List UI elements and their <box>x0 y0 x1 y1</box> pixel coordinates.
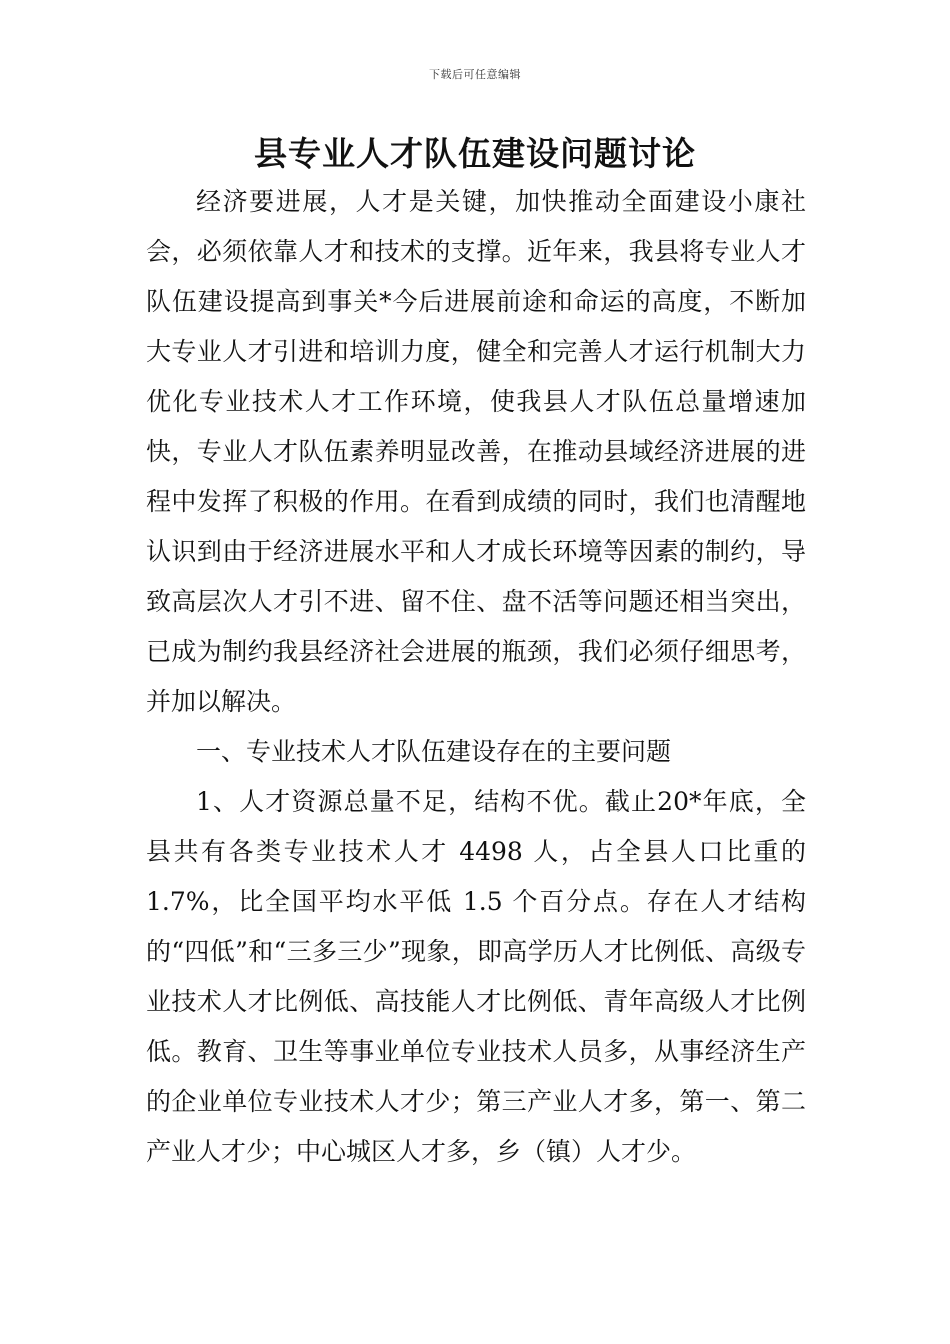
header-note: 下载后可任意编辑 <box>429 68 521 81</box>
paragraph-intro: 经济要进展，人才是关键，加快推动全面建设小康社会，必须依靠人才和技术的支撑。近年来，我县将专业人才队伍建设提高到事关*今后进展前途和命运的高度，不断加大专业人才引进和培训力度，健全和完善人才运行机制大力优化专业技术人才工作环境，使我县人才队伍总量增速加快，专业人才队伍素养明显改善，在推动县域经济进展的进程中发挥了积极的作用。在看到成绩的同时，我们也清醒地认识到由于经济进展水平和人才成长环境等因素的制约，导致高层次人才引不进、留不住、盘不活等问题还相当突出，已成为制约我县经济社会进展的瓶颈，我们必须仔细思考，并加以解决。 <box>146 187 806 716</box>
section-heading: 一、专业技术人才队伍建设存在的主要问题 <box>196 737 672 766</box>
paragraph-point-1: 1、人才资源总量不足，结构不优。截止20*年底，全县共有各类专业技术人才 4498 人，占全县人口比重的 1.7%，比全国平均水平低 1.5 个百分点。存在人才结构的“四低”和“三多三少”现象，即高学历人才比例低、高级专业技术人才比例低、高技能人才比例低、青年高级人才比例低。教育、卫生等事业单位专业技术人员多，从事经济生产的企业单位专业技术人才少；第三产业人才多，第一、第二产业人才少；中心城区人才多，乡（镇）人才少。 <box>146 787 806 1166</box>
document-body <box>146 177 806 1177</box>
document-title: 县专业人才队伍建设问题讨论 <box>254 134 696 173</box>
